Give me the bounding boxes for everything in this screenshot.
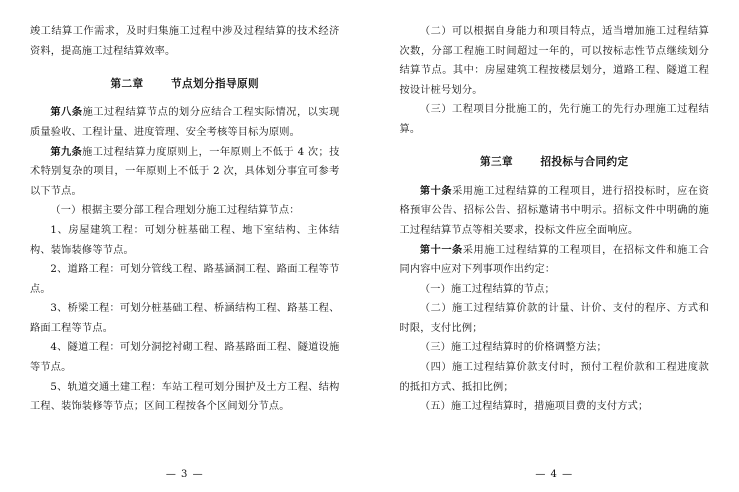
paragraph: （一）施工过程结算的节点； xyxy=(419,283,555,295)
article-text: 采用施工过程结算的工程项目，在招标文件和施工合同内容中应对下列事项作出约定： xyxy=(399,244,709,276)
article xyxy=(400,182,710,241)
paragraph: （一）根据主要分部工程合理划分施工过程结算节点： xyxy=(50,205,300,217)
paragraph: 5、轨道交通土建工程：车站工程可划分围护及土方工程、结构工程、装饰装修等节点；区间工程按各个区间划分节点。 xyxy=(30,381,340,413)
page-number: — 4 — xyxy=(535,469,574,480)
article-label: 第九条 xyxy=(50,145,83,158)
paragraph: （三）施工过程结算时的价格调整方法； xyxy=(419,342,607,354)
paragraph: 4、隧道工程：可划分洞挖衬砌工程、路基路面工程、隧道设施等节点。 xyxy=(30,342,340,373)
paragraph: 2、道路工程：可划分管线工程、路基涵洞工程、路面工程等节点。 xyxy=(30,264,340,295)
article-text: 施工过程结算节点的划分应结合工程实际情况，以实现质量验收、工程计量、进度管理、安全考核等目标为原则。 xyxy=(30,107,340,139)
article-text: 施工过程结算力度原则上，一年原则上不低于 4 次；技术特别复杂的项目，一年原则上不低于 2 次，具体划分事宜可参考以下节点。 xyxy=(30,146,340,197)
paragraph: （四）施工过程结算价款支付时，预付工程价款和工程进度款的抵扣方式、抵扣比例； xyxy=(399,362,709,393)
page-number: — 3 — xyxy=(165,469,204,480)
article-label: 第十一条 xyxy=(419,243,463,256)
article xyxy=(30,143,340,202)
paragraph: 3、桥梁工程：可划分桩基础工程、桥涵结构工程、路基工程、路面工程等节点。 xyxy=(30,303,340,334)
article-label: 第八条 xyxy=(50,106,83,119)
chapter-title: 招投标与合同约定 xyxy=(540,156,629,169)
article-label: 第十条 xyxy=(419,184,453,197)
paragraph: 竣工结算工作需求，及时归集施工过程中涉及过程结算的技术经济资料，提高施工过程结算效率。 xyxy=(30,26,340,57)
chapter-heading xyxy=(400,152,710,172)
paragraph: （三）工程项目分批施工的，先行施工的先行办理施工过程结算。 xyxy=(399,104,709,135)
page-right xyxy=(370,0,739,492)
paragraph: （二）可以根据自身能力和项目特点，适当增加施工过程结算次数，分部工程施工时间超过一年的，可以按标志性节点继续划分结算节点。其中：房屋建筑工程按楼层划分，道路工程、隧道工程按设计桩号划分。 xyxy=(399,26,709,96)
paragraph: 1、房屋建筑工程：可划分桩基础工程、地下室结构、主体结构、装饰装修等节点。 xyxy=(30,224,340,256)
chapter-title: 节点划分指导原则 xyxy=(171,78,259,91)
chapter-number: 第三章 xyxy=(480,156,513,169)
chapter-heading xyxy=(30,74,340,94)
paragraph: （五）施工过程结算时，措施项目费的支付方式； xyxy=(419,401,649,413)
article xyxy=(30,103,340,142)
article-text: 采用施工过程结算的工程项目，进行招投标时，应在资格预审公告、招标公告、招标邀请书中明示。招标文件中明确的施工过程结算节点等相关要求，投标文件应全面响应。 xyxy=(399,185,709,236)
article xyxy=(400,241,710,280)
chapter-number: 第二章 xyxy=(110,78,144,91)
paragraph: （二）施工过程结算价款的计量、计价、支付的程序、方式和时限，支付比例； xyxy=(399,303,709,334)
